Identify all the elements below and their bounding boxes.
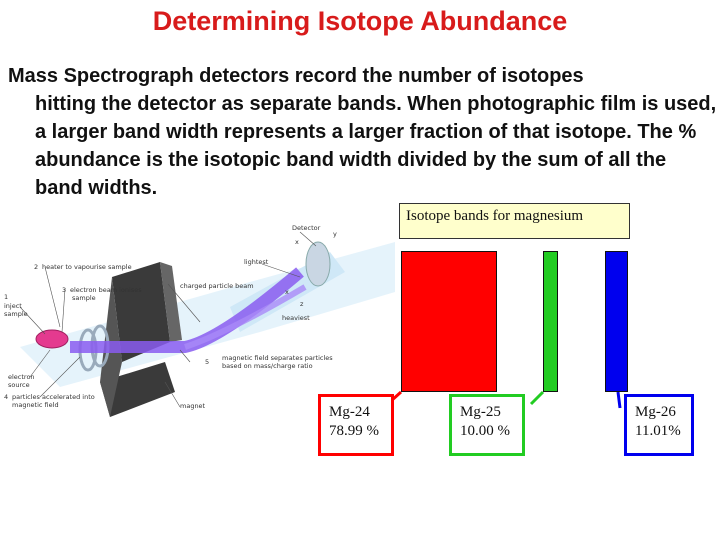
slide-title: Determining Isotope Abundance	[152, 6, 568, 36]
paragraph-first-line: Mass Spectrograph detectors record the number of isotopes	[8, 65, 584, 87]
step-5: 5	[205, 358, 210, 366]
axis-z: z	[300, 300, 304, 308]
abundance-mg24: 78.99 %	[329, 423, 379, 439]
step-4: 4	[4, 393, 9, 401]
electron-label-2: source	[8, 381, 30, 389]
label-mg26	[624, 394, 694, 456]
inject-label: inject	[4, 302, 22, 310]
axis-x-lower: x	[285, 288, 289, 296]
label-mg24	[318, 394, 394, 456]
electron-beam-label-2: sample	[72, 294, 96, 302]
isotope-name-mg26: Mg-26	[635, 404, 676, 420]
magnet-label: magnet	[180, 402, 206, 410]
field-label-2: based on mass/charge ratio	[222, 362, 313, 370]
electron-label: electron	[8, 373, 35, 381]
axis-y-upper: y	[333, 230, 337, 238]
electron-beam-label: electron beam ionises	[70, 286, 142, 294]
label-mg25	[449, 394, 525, 456]
step-3: 3	[62, 286, 67, 294]
inject-label-2: sample	[4, 310, 28, 318]
step-1: 1	[4, 293, 9, 301]
charged-beam-label: charged particle beam	[180, 282, 254, 290]
accelerated-label-2: magnetic field	[12, 401, 59, 409]
field-label: magnetic field separates particles	[222, 354, 333, 362]
abundance-mg26: 11.01%	[635, 423, 681, 439]
step-2: 2	[34, 263, 39, 271]
abundance-mg25: 10.00 %	[460, 423, 510, 439]
bands-caption: Isotope bands for magnesium	[399, 203, 630, 239]
paragraph-rest: hitting the detector as separate bands. When photographic film is used, a larger band width represents a larger fraction of that isotope. The % abundance is the isotopic band width divided by the sum of all the band widths.	[35, 93, 717, 199]
isotope-name-mg24: Mg-24	[329, 404, 370, 420]
lightest-label: lightest	[244, 258, 269, 266]
heaviest-label: heaviest	[282, 314, 310, 322]
isotope-name-mg25: Mg-25	[460, 404, 501, 420]
detector-label: Detector	[292, 224, 321, 232]
heater-label: heater to vapourise sample	[42, 263, 132, 271]
axis-x-upper: x	[295, 238, 299, 246]
accelerated-label: particles accelerated into	[12, 393, 95, 401]
